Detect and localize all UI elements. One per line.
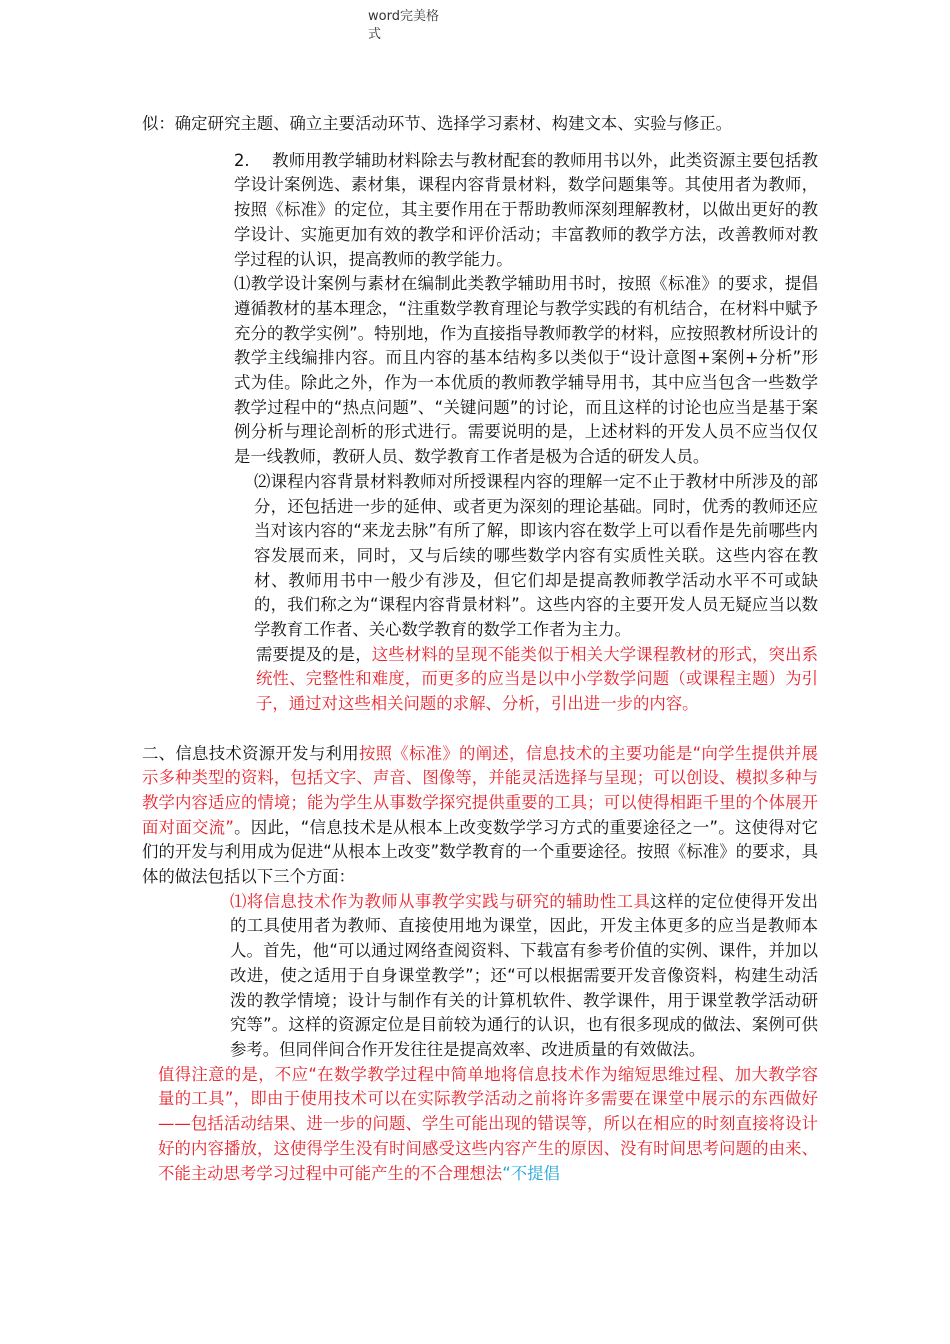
note-lead: 需要提及的是，: [256, 644, 372, 664]
caution-continuation: “不提倡: [502, 1163, 560, 1183]
paragraph-note: [142, 643, 818, 717]
paragraph-teacher-materials-text: 教师用教学辅助材料除去与教材配套的教师用书以外，此类资源主要包括教学设计案例选、素材集，课程内容背景材料，数学问题集等。其使用者为教师，按照《标准》的定位，其主要作用在于帮助教师深刻理解教材，以做出更好的教学设计、实施更加有效的教学和评价活动；丰富教师的教学方法，改善教师对教学过程的认识，提高教师的教学能力。: [234, 150, 818, 269]
it-heading: 二、信息技术资源开发与利用: [142, 743, 359, 763]
paragraph-design-cases: ⑴教学设计案例与素材在编制此类教学辅助用书时，按照《标准》的要求，提倡遵循教材的基本理念，“注重数学教育理论与教学实践的有机结合，在材料中赋予充分的教学实例”。特别地，作为直接指导教师教学的材料，应按照教材所设计的教学主线编排内容。而且内容的基本结构多以类似于“设计意图+案例+分析”形式为佳。除此之外，作为一本优质的教师教学辅导用书，其中应当包含一些数学教学过程中的“热点问题”、“关键问题”的讨论，而且这样的讨论也应当是基于案例分析与理论剖析的形式进行。需要说明的是，上述材料的开发人员不应当仅仅是一线教师，教研人员、数学教育工作者是极为合适的研发人员。: [234, 274, 818, 467]
it-quote-highlight: 按照《标准》的阐述，信息技术的主要功能是“向学生提供并展示多种类型的资料，包括文字、声音、图像等，并能灵活选择与呈现；可以创设、模拟多种与教学内容适应的情境；能为学生从事数学探究提供重要的工具；可以使得相距千里的个体展开面对面交流”: [142, 743, 818, 837]
paragraph-it-resources: [142, 742, 818, 890]
note-highlight: 这些材料的呈现不能类似于相关大学课程教材的形式，突出系统性、完整性和难度，而更多的应当是以中小学数学问题（或课程主题）为引子，通过对这些相关问题的求解、分析，引出进一步的内容。: [256, 644, 819, 714]
it-continuation: 。因此，“信息技术是从根本上改变数学学习方式的重要途径之一”。这使得对它们的开发与利用成为促进“从根本上改变”数学教育的一个重要途径。按照《标准》的要求，具体的做法包括以下三个方面：: [142, 817, 818, 887]
header-line-2: 式: [368, 27, 382, 42]
paragraph-intro: 似：确定研究主题、确立主要活动环节、选择学习素材、构建文本、实验与修正。: [142, 114, 733, 133]
paragraph-teacher-materials: [142, 149, 818, 273]
caution-highlight: 值得注意的是，不应“在数学教学过程中简单地将信息技术作为缩短思维过程、加大教学容量的工具”，即由于使用技术可以在实际教学活动之前将许多需要在课堂中展示的东西做好——包括活动结果、进一步的问题、学生可能出现的错误等，所以在相应的时刻直接将设计好的内容播放，这使得学生没有时间感受这些内容产生的原因、没有时间思考问题的由来、不能主动思考学习过程中可能产生的不合理想法: [158, 1064, 818, 1183]
header-line-1: word完美格: [368, 9, 439, 24]
it-tool-text: 这样的定位使得开发出的工具使用者为教师、直接使用地为课堂，因此，开发主体更多的应当是教师本人。首先，他“可以通过网络查阅资料、下载富有参考价值的实例、课件，并加以改进，使之适用于自身课堂教学”；还“可以根据需要开发音像资料，构建生动活泼的教学情境；设计与制作有关的计算机软件、教学课件，用于课堂教学活动研究等”。这样的资源定位是目前较为通行的认识，也有很多现成的做法、案例可供参考。但同伴间合作开发往往是提高效率、改进质量的有效做法。: [230, 891, 819, 1059]
paragraph-background-materials: ⑵课程内容背景材料教师对所授课程内容的理解一定不止于教材中所涉及的部分，还包括进一步的延伸、或者更为深刻的理论基础。同时，优秀的教师还应当对该内容的“来龙去脉”有所了解，即该内容在数学上可以看作是先前哪些内容发展而来，同时，又与后续的哪些数学内容有实质性关联。这些内容在教材、教师用书中一般少有涉及，但它们却是提高教师教学活动水平不可或缺的，我们称之为“课程内容背景材料”。这些内容的主要开发人员无疑应当以数学教育工作者、关心数学教育的数学工作者为主力。: [254, 471, 818, 640]
document-body: [142, 112, 818, 1186]
section-number: 2.: [234, 150, 250, 170]
paragraph-it-tool: [142, 890, 818, 1063]
paragraph-caution: [142, 1063, 818, 1187]
page-header: [368, 8, 448, 44]
it-tool-heading: ⑴将信息技术作为教师从事教学实践与研究的辅助性工具: [230, 891, 651, 911]
